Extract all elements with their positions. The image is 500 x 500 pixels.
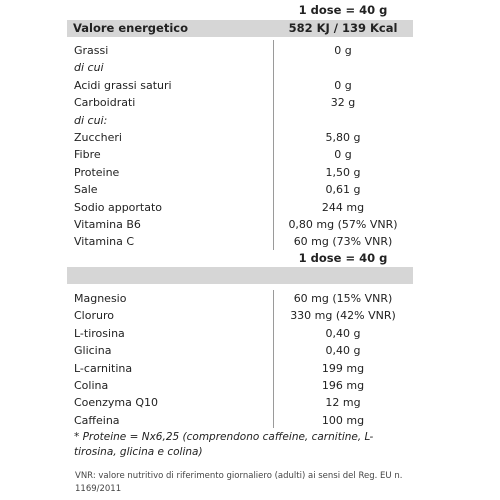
- nutrient-value: 60 mg (15% VNR): [293, 292, 393, 305]
- nutrient-value: 330 mg (42% VNR): [290, 309, 396, 323]
- energy-value: 582 KJ / 139 Kcal: [288, 21, 398, 35]
- table-row: [67, 59, 413, 76]
- table-row: [67, 164, 413, 181]
- table-row: [67, 77, 413, 94]
- footnote: VNR: valore nutritivo di riferimento giornaliero (adulti) ai sensi del Reg. EU n. 1169/2011: [75, 471, 403, 494]
- nutrient-name: Proteine: [74, 165, 120, 179]
- energy-row: [67, 20, 413, 37]
- protein-note: * Proteine = Nx6,25 (comprendono caffeine, carnitine, L-tirosina, glicina e colina): [74, 431, 374, 458]
- nutrient-name: Grassi: [74, 44, 109, 57]
- nutrient-value: 0,80 mg (57% VNR): [288, 218, 398, 231]
- nutrient-name: Sodio apportato: [74, 200, 163, 214]
- nutrient-value: 244 mg: [321, 200, 365, 214]
- table-row: [67, 325, 413, 342]
- nutrient-value: 0,61 g: [325, 183, 361, 197]
- second-dose-header: 1 dose = 40 g: [298, 251, 388, 265]
- table-row: [67, 146, 413, 163]
- table-row: [67, 360, 413, 377]
- table-row: [67, 412, 413, 429]
- nutrient-value: 1,50 g: [325, 165, 361, 179]
- nutrient-name: Fibre: [74, 148, 101, 162]
- nutrient-name: di cui:: [74, 113, 108, 127]
- nutrient-value: 0 g: [334, 148, 352, 162]
- dose-header: 1 dose = 40 g: [298, 3, 388, 17]
- table-row: [67, 233, 413, 250]
- nutrient-name: Carboidrati: [74, 96, 136, 110]
- nutrient-name: Vitamina B6: [74, 218, 141, 231]
- table-row: [67, 129, 413, 146]
- table-row: [67, 394, 413, 411]
- table-row: [67, 307, 413, 324]
- nutrient-value: 60 mg (73% VNR): [293, 235, 393, 249]
- nutrient-value: 0,40 g: [325, 344, 361, 358]
- nutrient-name: Vitamina C: [74, 235, 135, 249]
- nutrient-value: 199 mg: [321, 361, 365, 375]
- nutrient-value: 0 g: [334, 44, 352, 57]
- nutrient-name: Caffeina: [74, 413, 120, 427]
- nutrient-name: Colina: [74, 379, 109, 392]
- nutrient-name: Zuccheri: [74, 131, 122, 144]
- nutrient-value: 0 g: [334, 78, 352, 92]
- nutrient-name: Cloruro: [74, 309, 114, 323]
- nutrient-name: Coenzyma Q10: [74, 396, 159, 410]
- nutrient-name: Acidi grassi saturi: [74, 78, 172, 92]
- nutrient-name: L-tirosina: [74, 326, 125, 340]
- nutrient-name: Glicina: [74, 344, 112, 358]
- table-row: [67, 181, 413, 198]
- table-row: [67, 112, 413, 129]
- nutrient-name: Sale: [74, 183, 98, 197]
- table-row: [67, 199, 413, 216]
- nutrient-name: Magnesio: [74, 292, 127, 305]
- nutrient-value: 32 g: [330, 96, 356, 110]
- nutrient-value: 100 mg: [321, 413, 365, 427]
- table-row: [67, 342, 413, 359]
- nutrient-name: di cui: [74, 61, 104, 75]
- nutrient-name: L-carnitina: [74, 361, 133, 375]
- nutrient-value: 0,40 g: [325, 326, 361, 340]
- table-row: [67, 377, 413, 394]
- nutrient-value: 12 mg: [325, 396, 361, 410]
- section-divider-bar: [67, 267, 413, 284]
- table-row: [67, 42, 413, 59]
- energy-label: Valore energetico: [73, 21, 188, 35]
- table-row: [67, 216, 413, 233]
- table-row: [67, 94, 413, 111]
- table-row: [67, 290, 413, 307]
- nutrient-value: 196 mg: [321, 379, 365, 392]
- nutrient-value: 5,80 g: [325, 131, 361, 144]
